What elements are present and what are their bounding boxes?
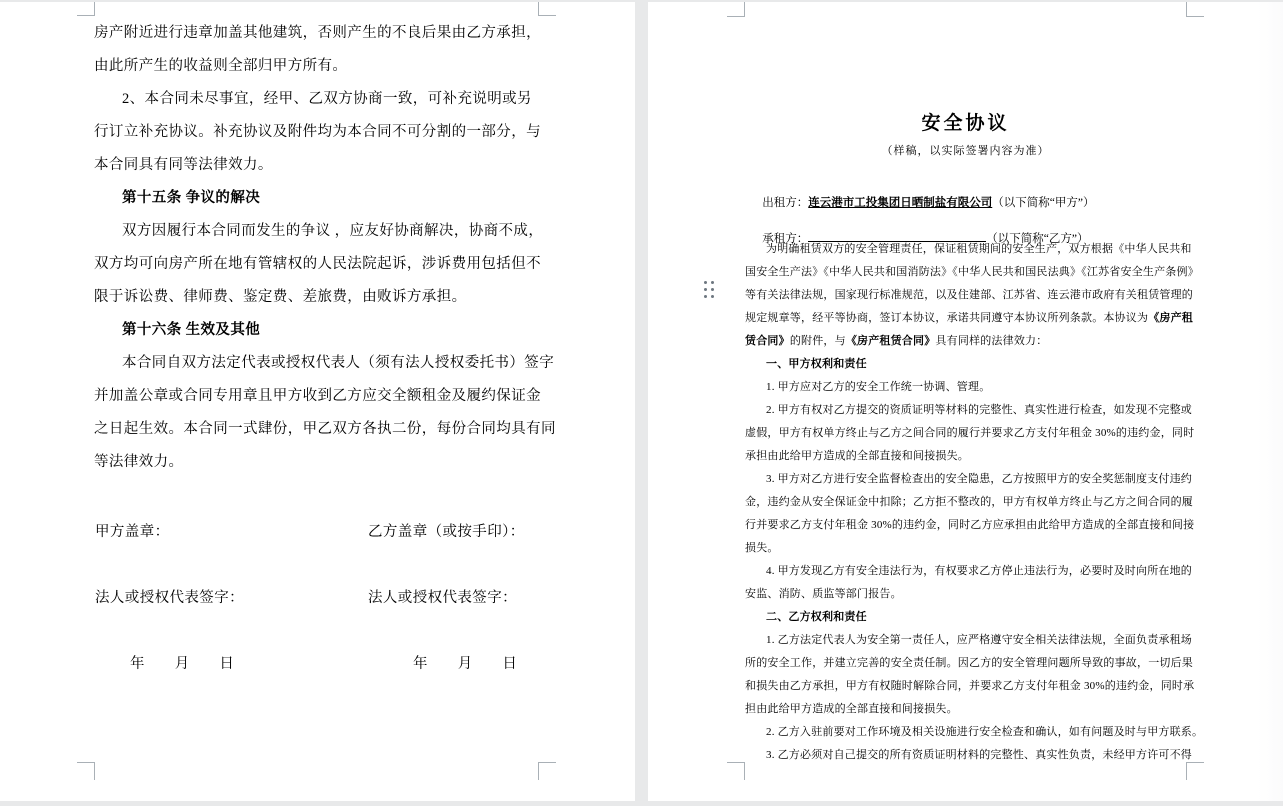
lessor-suffix: （以下简称“甲方”） (992, 197, 1095, 209)
page-left-rental-contract[interactable] (0, 2, 635, 801)
text-line: 3. 乙方必须对自己提交的所有资质证明材料的完整性、真实性负责，未经甲方许可不得 (766, 749, 1192, 761)
party-a-stamp-label: 甲方盖章： (95, 524, 170, 540)
drag-handle-icon[interactable] (704, 281, 715, 299)
lessee-label: 承租方： (762, 233, 809, 245)
text-line: 行订立补充协议。补充协议及附件均为本合同不可分割的一部分，与 (94, 124, 541, 140)
page-right-safety-agreement[interactable] (648, 2, 1283, 801)
text-line: 为明确租赁双方的安全管理责任，保证租赁期间的安全生产，双方根据《中华人民共和 (766, 243, 1192, 255)
text-line: 担由此给甲方造成的全部直接和间接损失。 (745, 703, 958, 715)
text-line: 之日起生效。本合同一式肆份，甲乙双方各执二份，每份合同均具有同 (94, 421, 556, 437)
text-line: 限于诉讼费、律师费、鉴定费、差旅费，由败诉方承担。 (94, 289, 467, 305)
text-line: 2、本合同未尽事宜，经甲、乙双方协商一致，可补充说明或另 (122, 91, 532, 107)
text-line: 二、乙方权利和责任 (766, 611, 867, 623)
text-line: 安监、消防、质监等部门报告。 (745, 588, 902, 600)
text-line: 等有关法律法规，国家现行标准规范，以及住建部、江苏省、连云港市政府有关租赁管理的 (745, 289, 1193, 301)
text-line: 一、甲方权利和责任 (766, 358, 867, 370)
text-line: 行并要求乙方支付年租金 30%的违约金，同时乙方应承担由此给甲方造成的全部直接和间接 (745, 519, 1195, 531)
text-line: 和损失由乙方承担，甲方有权随时解除合同，并要求乙方支付年租金 30%的违约金，同时承 (745, 680, 1195, 692)
text-line: 本合同自双方法定代表或授权代表人（须有法人授权委托书）签字 (122, 355, 555, 371)
text-segment: 规定规章等，经平等协商，签订本协议，承诺共同遵守本协议所列条款。本协议为 (745, 312, 1149, 324)
text-line: 房产附近进行违章加盖其他建筑，否则产生的不良后果由乙方承担， (94, 25, 541, 41)
text-segment: 《房产租赁合同》 (845, 335, 936, 347)
text-line: 3. 甲方对乙方进行安全监督检查出的安全隐患，乙方按照甲方的安全奖惩制度支付违约 (766, 473, 1192, 485)
text-line: 2. 甲方有权对乙方提交的资质证明等材料的完整性、真实性进行检查，如发现不完整或 (766, 404, 1192, 416)
text-line (745, 335, 1047, 348)
lessor-name: 连云港市工投集团日晒制盐有限公司 (808, 197, 993, 209)
text-line: 承担由此给甲方造成的全部直接和间接损失。 (745, 450, 969, 462)
text-line: 1. 甲方应对乙方的安全工作统一协调、管理。 (766, 381, 991, 393)
text-line: 损失。 (745, 542, 779, 554)
lessee-suffix: （以下简称“乙方”） (986, 233, 1089, 245)
text-segment: 具有同样的法律效力： (935, 335, 1048, 347)
text-segment: 《房产租 (1148, 312, 1194, 324)
document-title: 安全协议 (921, 113, 1010, 134)
party-a-sign-label: 法人或授权代表签字： (95, 590, 244, 606)
text-segment: 的附件，与 (789, 335, 846, 347)
text-segment: 赁合同》 (745, 335, 790, 347)
text-line: 等法律效力。 (94, 454, 184, 470)
text-line: 1. 乙方法定代表人为安全第一责任人，应严格遵守安全相关法律法规，全面负责承租场 (766, 634, 1192, 646)
lessor-label: 出租方： (762, 197, 809, 209)
text-line: 所的安全工作，并建立完善的安全责任制。因乙方的安全管理问题所导致的事故，一切后果 (745, 657, 1193, 669)
party-b-sign-label: 法人或授权代表签字： (368, 590, 517, 606)
text-line: 4. 甲方发现乙方有安全违法行为，有权要求乙方停止违法行为，必要时及时向所在地的 (766, 565, 1192, 577)
text-line: 国安全生产法》《中华人民共和国消防法》《中华人民共和国民法典》《江苏省安全生产条例》 (745, 266, 1199, 278)
text-line: 2. 乙方入驻前要对工作环境及相关设施进行安全检查和确认，如有问题及时与甲方联系。 (766, 726, 1204, 738)
text-line: 双方因履行本合同而发生的争议 ，应友好协商解决，协商不成， (122, 223, 544, 239)
party-b-date-label: 年 月 日 (413, 656, 518, 672)
text-line: 本合同具有同等法律效力。 (94, 157, 273, 173)
agreement-text-block (648, 2, 1283, 801)
text-line: 并加盖公章或合同专用章且甲方收到乙方应交全额租金及履约保证金 (94, 388, 541, 404)
text-line: 第十五条 争议的解决 (122, 190, 261, 206)
text-line: 由此所产生的收益则全部归甲方所有。 (94, 58, 348, 74)
text-line: 虚假，甲方有权单方终止与乙方之间合同的履行并要求乙方支付年租金 30%的违约金，同时 (745, 427, 1195, 439)
text-line: 第十六条 生效及其他 (122, 322, 261, 338)
party-a-date-label: 年 月 日 (130, 656, 235, 672)
party-b-stamp-label: 乙方盖章（或按手印）： (368, 524, 525, 540)
text-line: 双方均可向房产所在地有管辖权的人民法院起诉，涉诉费用包括但不 (94, 256, 541, 272)
text-line (745, 312, 1193, 325)
contract-text-block (0, 2, 635, 801)
document-subtitle: （样稿，以实际签署内容为准） (881, 145, 1050, 157)
text-line: 金，违约金从安全保证金中扣除；乙方拒不整改的，甲方有权单方终止与乙方之间合同的履 (745, 496, 1193, 508)
